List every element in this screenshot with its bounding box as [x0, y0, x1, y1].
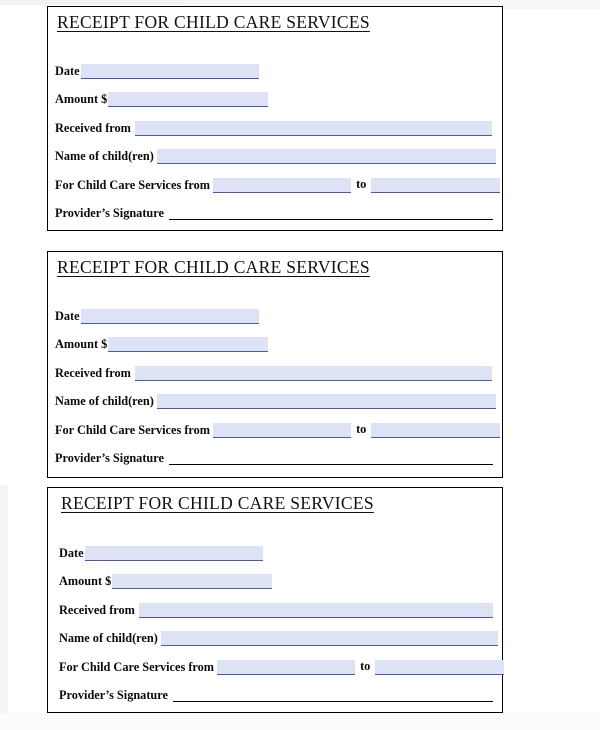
period-from-input[interactable]: [213, 178, 351, 193]
provider-signature-input[interactable]: [169, 207, 493, 220]
row-service-period: [48, 647, 502, 676]
receipt-block-3: [47, 487, 503, 713]
period-to-input[interactable]: [375, 660, 504, 675]
label-provider-signature: Provider’s Signature: [59, 688, 168, 702]
label-received-from: Received from: [55, 365, 131, 380]
label-to: to: [360, 658, 371, 673]
receipt-fields: [48, 533, 502, 704]
label-to: to: [356, 176, 367, 191]
row-name-of-children: [48, 137, 502, 166]
receipt-fields: [48, 296, 502, 467]
row-date: [48, 533, 502, 562]
label-date: Date: [55, 308, 80, 323]
receipt-fields: [48, 51, 502, 222]
row-date: [48, 296, 502, 325]
receipt-block-2: [47, 251, 503, 478]
label-service-period: For Child Care Services from: [55, 177, 211, 192]
label-name-of-children: Name of child(ren): [59, 631, 158, 645]
row-provider-signature: [48, 439, 502, 468]
label-received-from: Received from: [55, 120, 131, 135]
label-to: to: [356, 421, 367, 436]
row-amount: [48, 562, 502, 591]
period-to-input[interactable]: [371, 178, 500, 193]
period-from-input[interactable]: [213, 423, 351, 438]
label-service-period: For Child Care Services from: [55, 422, 211, 437]
row-received-from: [48, 353, 502, 382]
label-date: Date: [55, 63, 80, 78]
row-service-period: [48, 410, 502, 439]
amount-input[interactable]: [108, 337, 268, 352]
date-input[interactable]: [81, 309, 259, 324]
name-of-children-input[interactable]: [157, 394, 496, 409]
row-name-of-children: [48, 382, 502, 411]
received-from-input[interactable]: [135, 366, 492, 381]
label-amount: Amount $: [55, 337, 108, 351]
label-received-from: Received from: [59, 602, 135, 617]
row-amount: [48, 325, 502, 354]
date-input[interactable]: [81, 64, 259, 79]
amount-input[interactable]: [112, 574, 272, 589]
date-input[interactable]: [85, 546, 263, 561]
provider-signature-input[interactable]: [173, 689, 493, 702]
row-service-period: [48, 165, 502, 194]
row-provider-signature: [48, 676, 502, 705]
row-name-of-children: [48, 619, 502, 648]
amount-input[interactable]: [108, 92, 268, 107]
receipt-block-1: [47, 6, 503, 231]
label-provider-signature: Provider’s Signature: [55, 451, 164, 465]
row-received-from: [48, 590, 502, 619]
provider-signature-input[interactable]: [169, 452, 493, 465]
receipt-title: RECEIPT FOR CHILD CARE SERVICES: [57, 12, 370, 32]
label-amount: Amount $: [55, 92, 108, 106]
period-to-input[interactable]: [371, 423, 500, 438]
period-from-input[interactable]: [217, 660, 355, 675]
received-from-input[interactable]: [139, 603, 493, 618]
row-received-from: [48, 108, 502, 137]
receipt-title: RECEIPT FOR CHILD CARE SERVICES: [61, 493, 374, 513]
row-provider-signature: [48, 194, 502, 223]
label-amount: Amount $: [59, 574, 112, 588]
label-provider-signature: Provider’s Signature: [55, 206, 164, 220]
received-from-input[interactable]: [135, 121, 492, 136]
name-of-children-input[interactable]: [157, 149, 496, 164]
row-date: [48, 51, 502, 80]
label-date: Date: [59, 545, 84, 560]
receipt-title: RECEIPT FOR CHILD CARE SERVICES: [57, 257, 370, 277]
label-service-period: For Child Care Services from: [59, 659, 215, 674]
label-name-of-children: Name of child(ren): [55, 149, 154, 163]
row-amount: [48, 80, 502, 109]
label-name-of-children: Name of child(ren): [55, 394, 154, 408]
name-of-children-input[interactable]: [161, 631, 498, 646]
